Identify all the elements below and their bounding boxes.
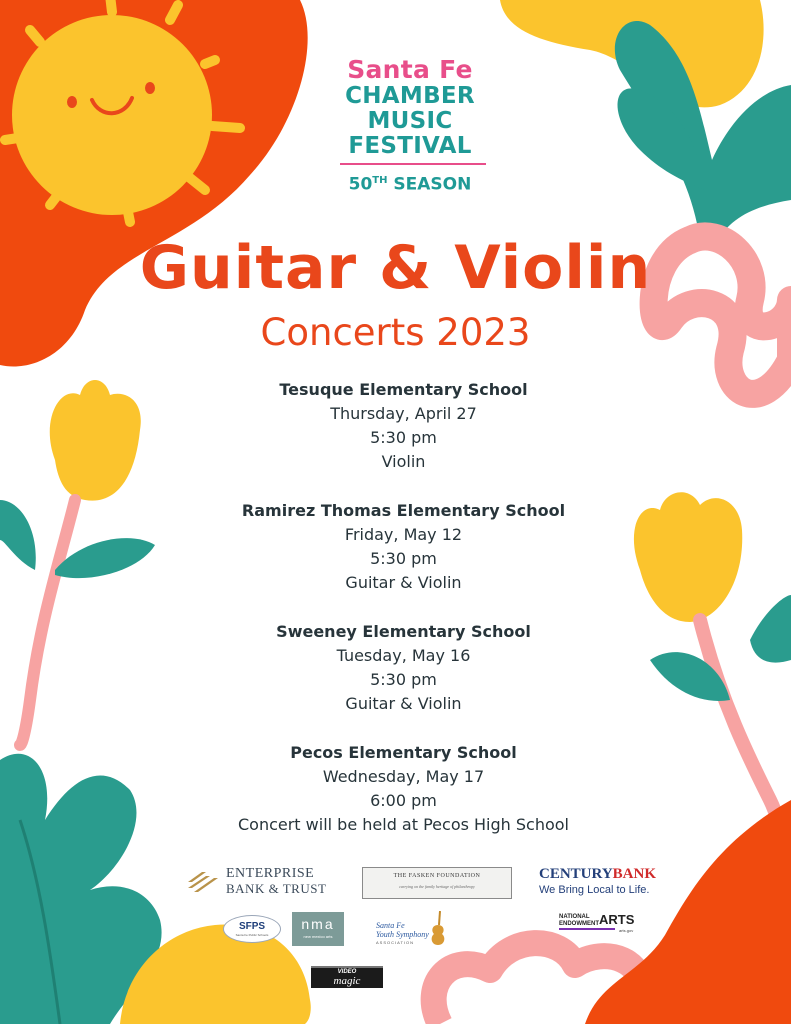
- sponsor-video-magic: [311, 966, 383, 988]
- concert-program: Guitar & Violin: [345, 694, 462, 713]
- concert-item: [160, 740, 647, 837]
- concert-program: Concert will be held at Pecos High School: [237, 815, 569, 834]
- sponsor-sfps: [223, 915, 281, 943]
- century-name-a: CENTURY: [539, 866, 613, 882]
- logo-music: MUSIC: [367, 108, 453, 134]
- concert-item: [160, 619, 647, 716]
- concert-item: [160, 377, 647, 474]
- school-name: Ramirez Thomas Elementary School: [241, 501, 566, 520]
- nea-arts: ARTS: [599, 912, 635, 927]
- school-name: Sweeney Elementary School: [276, 622, 531, 641]
- page-title: Guitar & Violin: [139, 233, 652, 303]
- sfys-line2: Youth Symphony: [376, 930, 429, 939]
- concert-list: [160, 377, 647, 861]
- nea-name: NATIONAL ENDOWMENT: [559, 914, 599, 927]
- century-name-b: BANK: [612, 866, 656, 882]
- video-line2: magic: [333, 975, 361, 987]
- sfps-tagline: Santa Fe Public Schools: [235, 933, 269, 937]
- sfys-line1: Santa Fe: [376, 921, 405, 930]
- concert-time: 6:00 pm: [370, 791, 437, 810]
- video-line1: VIDEO: [337, 969, 357, 975]
- concert-time: 5:30 pm: [370, 549, 437, 568]
- season-word: SEASON: [393, 174, 472, 195]
- school-name: Pecos Elementary School: [290, 743, 517, 762]
- logo-divider: [340, 163, 486, 165]
- violin-icon: [428, 911, 448, 947]
- sfps-name: SFPS: [238, 921, 266, 932]
- sfys-line3: ASSOCIATION: [376, 940, 415, 945]
- logo-chamber: CHAMBER: [345, 83, 475, 109]
- enterprise-name: ENTERPRISE: [226, 866, 315, 881]
- flower-right: [634, 492, 742, 622]
- concert-time: 5:30 pm: [370, 670, 437, 689]
- logo-season: [320, 171, 500, 195]
- logo-santa-fe: Santa Fe: [347, 55, 473, 84]
- nea-url: arts.gov: [619, 928, 634, 933]
- concert-date: Wednesday, May 17: [322, 767, 485, 786]
- flower-left: [50, 380, 141, 501]
- concert-date: Tuesday, May 16: [336, 646, 471, 665]
- festival-logo: [320, 56, 500, 195]
- sponsor-century-bank: [539, 866, 669, 898]
- concert-time: 5:30 pm: [370, 428, 437, 447]
- sponsor-fasken-foundation: [362, 867, 512, 899]
- concert-date: Thursday, April 27: [330, 404, 477, 423]
- season-number: 50: [348, 174, 373, 195]
- sponsor-new-mexico-arts: [292, 912, 344, 946]
- logo-festival: FESTIVAL: [348, 133, 472, 159]
- nma-name: nma: [301, 916, 335, 932]
- century-tagline: We Bring Local to Life.: [539, 884, 650, 896]
- season-suffix: TH: [372, 175, 388, 186]
- nma-tagline: new mexico arts: [303, 934, 333, 939]
- nea-divider: [559, 928, 615, 930]
- concert-date: Friday, May 12: [344, 525, 463, 544]
- enterprise-name-line2: BANK & TRUST: [226, 881, 327, 896]
- sponsor-enterprise-bank: [188, 866, 338, 898]
- school-name: Tesuque Elementary School: [279, 380, 528, 399]
- concert-item: [160, 498, 647, 595]
- century-name: [539, 866, 656, 883]
- concert-program: Guitar & Violin: [345, 573, 462, 592]
- fasken-name: THE FASKEN FOUNDATION: [393, 873, 481, 879]
- enterprise-logo-icon: [188, 870, 220, 894]
- page-subtitle: Concerts 2023: [260, 311, 531, 354]
- fasken-tagline: carrying on the family heritage of philanthropy: [399, 884, 475, 889]
- sponsor-national-endowment-arts: [559, 911, 635, 937]
- concert-program: Violin: [381, 452, 426, 471]
- sponsor-santa-fe-youth-symphony: [372, 909, 452, 949]
